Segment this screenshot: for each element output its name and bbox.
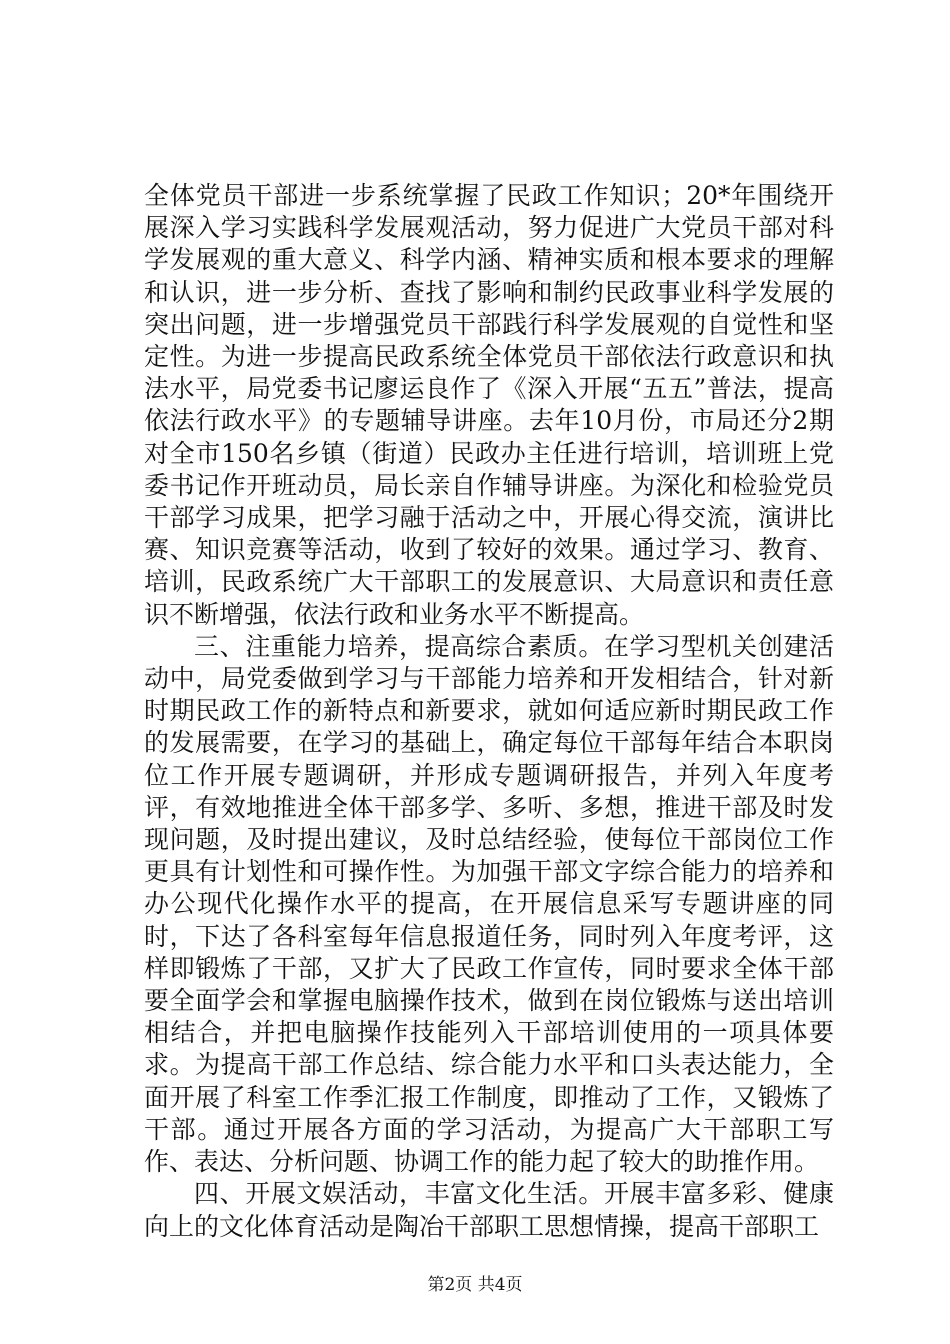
document-body [144,180,834,1243]
paragraph-section-three: 三、注重能力培养，提高综合素质。在学习型机关创建活动中，局党委做到学习与干部能力培养和开发相结合，针对新时期民政工作的新特点和新要求，就如何适应新时期民政工作的发展需要，在学习的基础上，确定每位干部每年结合本职岗位工作开展专题调研，并形成专题调研报告，并列入年度考评，有效地推进全体干部多学、多听、多想，推进干部及时发现问题，及时提出建议，及时总结经验，使每位干部岗位工作更具有计划性和可操作性。为加强干部文字综合能力的培养和办公现代化操作水平的提高，在开展信息采写专题讲座的同时，下达了各科室每年信息报道任务，同时列入年度考评，这样即锻炼了干部，又扩大了民政工作宣传，同时要求全体干部要全面学会和掌握电脑操作技术，做到在岗位锻炼与送出培训相结合，并把电脑操作技能列入干部培训使用的一项具体要求。为提高干部工作总结、综合能力水平和口头表达能力，全面开展了科室工作季汇报工作制度，即推动了工作，又锻炼了干部。通过开展各方面的学习活动，为提高广大干部职工写作、表达、分析问题、协调工作的能力起了较大的助推作用。 [144,631,834,1177]
page-number-footer: 第2页 共4页 [427,1275,523,1295]
paragraph-continuation: 全体党员干部进一步系统掌握了民政工作知识；20*年围绕开展深入学习实践科学发展观活动，努力促进广大党员干部对科学发展观的重大意义、科学内涵、精神实质和根本要求的理解和认识，进一步分析、查找了影响和制约民政事业科学发展的突出问题，进一步增强党员干部践行科学发展观的自觉性和坚定性。为进一步提高民政系统全体党员干部依法行政意识和执法水平，局党委书记廖运良作了《深入开展“五五”普法，提高依法行政水平》的专题辅导讲座。去年10月份，市局还分2期对全市150名乡镇（街道）民政办主任进行培训，培训班上党委书记作开班动员，局长亲自作辅导讲座。为深化和检验党员干部学习成果，把学习融于活动之中，开展心得交流，演讲比赛、知识竞赛等活动，收到了较好的效果。通过学习、教育、培训，民政系统广大干部职工的发展意识、大局意识和责任意识不断增强，依法行政和业务水平不断提高。 [144,181,834,629]
paragraph-section-four: 四、开展文娱活动，丰富文化生活。开展丰富多彩、健康向上的文化体育活动是陶冶干部职工思想情操，提高干部职工 [144,1179,834,1241]
